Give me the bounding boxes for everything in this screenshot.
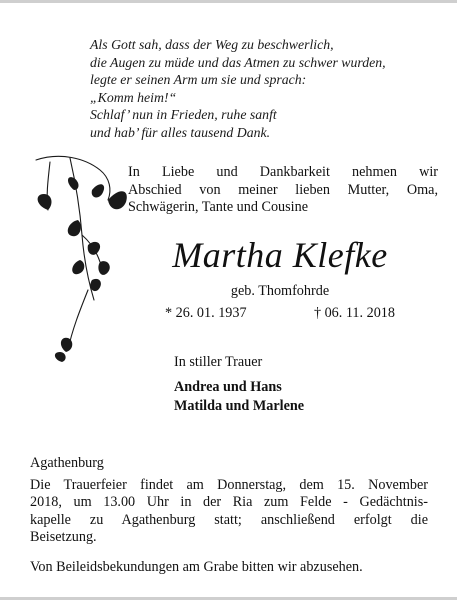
funeral-line: Die Trauerfeier findet am Donnerstag, dem 15. November (30, 476, 428, 493)
mourners-block (174, 353, 434, 416)
poem-line: die Augen zu müde und das Atmen zu schwer wurden, (90, 54, 386, 70)
place: Agathenburg (30, 455, 104, 471)
intro-text (128, 164, 438, 217)
poem-line: legte er seinen Arm um sie und sprach: (90, 72, 307, 88)
top-border (0, 0, 457, 3)
birch-branch-illustration (30, 150, 130, 380)
mourning-label: In stiller Trauer (174, 354, 263, 370)
poem-line: „Komm heim!“ (90, 89, 177, 105)
funeral-line: kapelle zu Agathenburg statt; anschließend erfolgt die (30, 511, 428, 528)
deceased-name: Martha Klefke (172, 235, 388, 275)
birth-name: geb. Thomfohrde (230, 283, 330, 299)
birth-date: * 26. 01. 1937 (165, 305, 247, 321)
funeral-info (30, 455, 428, 576)
poem-line: und hab’ für alles tausend Dank. (90, 124, 271, 140)
poem-line: Als Gott sah, dass der Weg zu beschwerlich, (90, 37, 334, 52)
intro-line: In Liebe und Dankbarkeit nehmen wir (128, 164, 438, 180)
intro-line: Abschied von meiner lieben Mutter, Oma, (128, 181, 438, 198)
mourner-name: Matilda und Marlene (174, 398, 305, 414)
poem-line: Schlaf’ nun in Frieden, ruhe sanft (90, 107, 277, 123)
intro-line: Schwägerin, Tante und Cousine (128, 199, 308, 215)
condolence-notice: Von Beileidsbekundungen am Grabe bitten wir abzusehen. (30, 558, 363, 575)
funeral-line: 2018, um 13.00 Uhr in der Ria zum Felde - Gedächtnis- (30, 494, 428, 510)
mourner-name: Andrea und Hans (174, 379, 282, 395)
poem (90, 36, 440, 142)
death-date: † 06. 11. 2018 (313, 305, 395, 321)
funeral-line: Beisetzung. (30, 529, 97, 545)
